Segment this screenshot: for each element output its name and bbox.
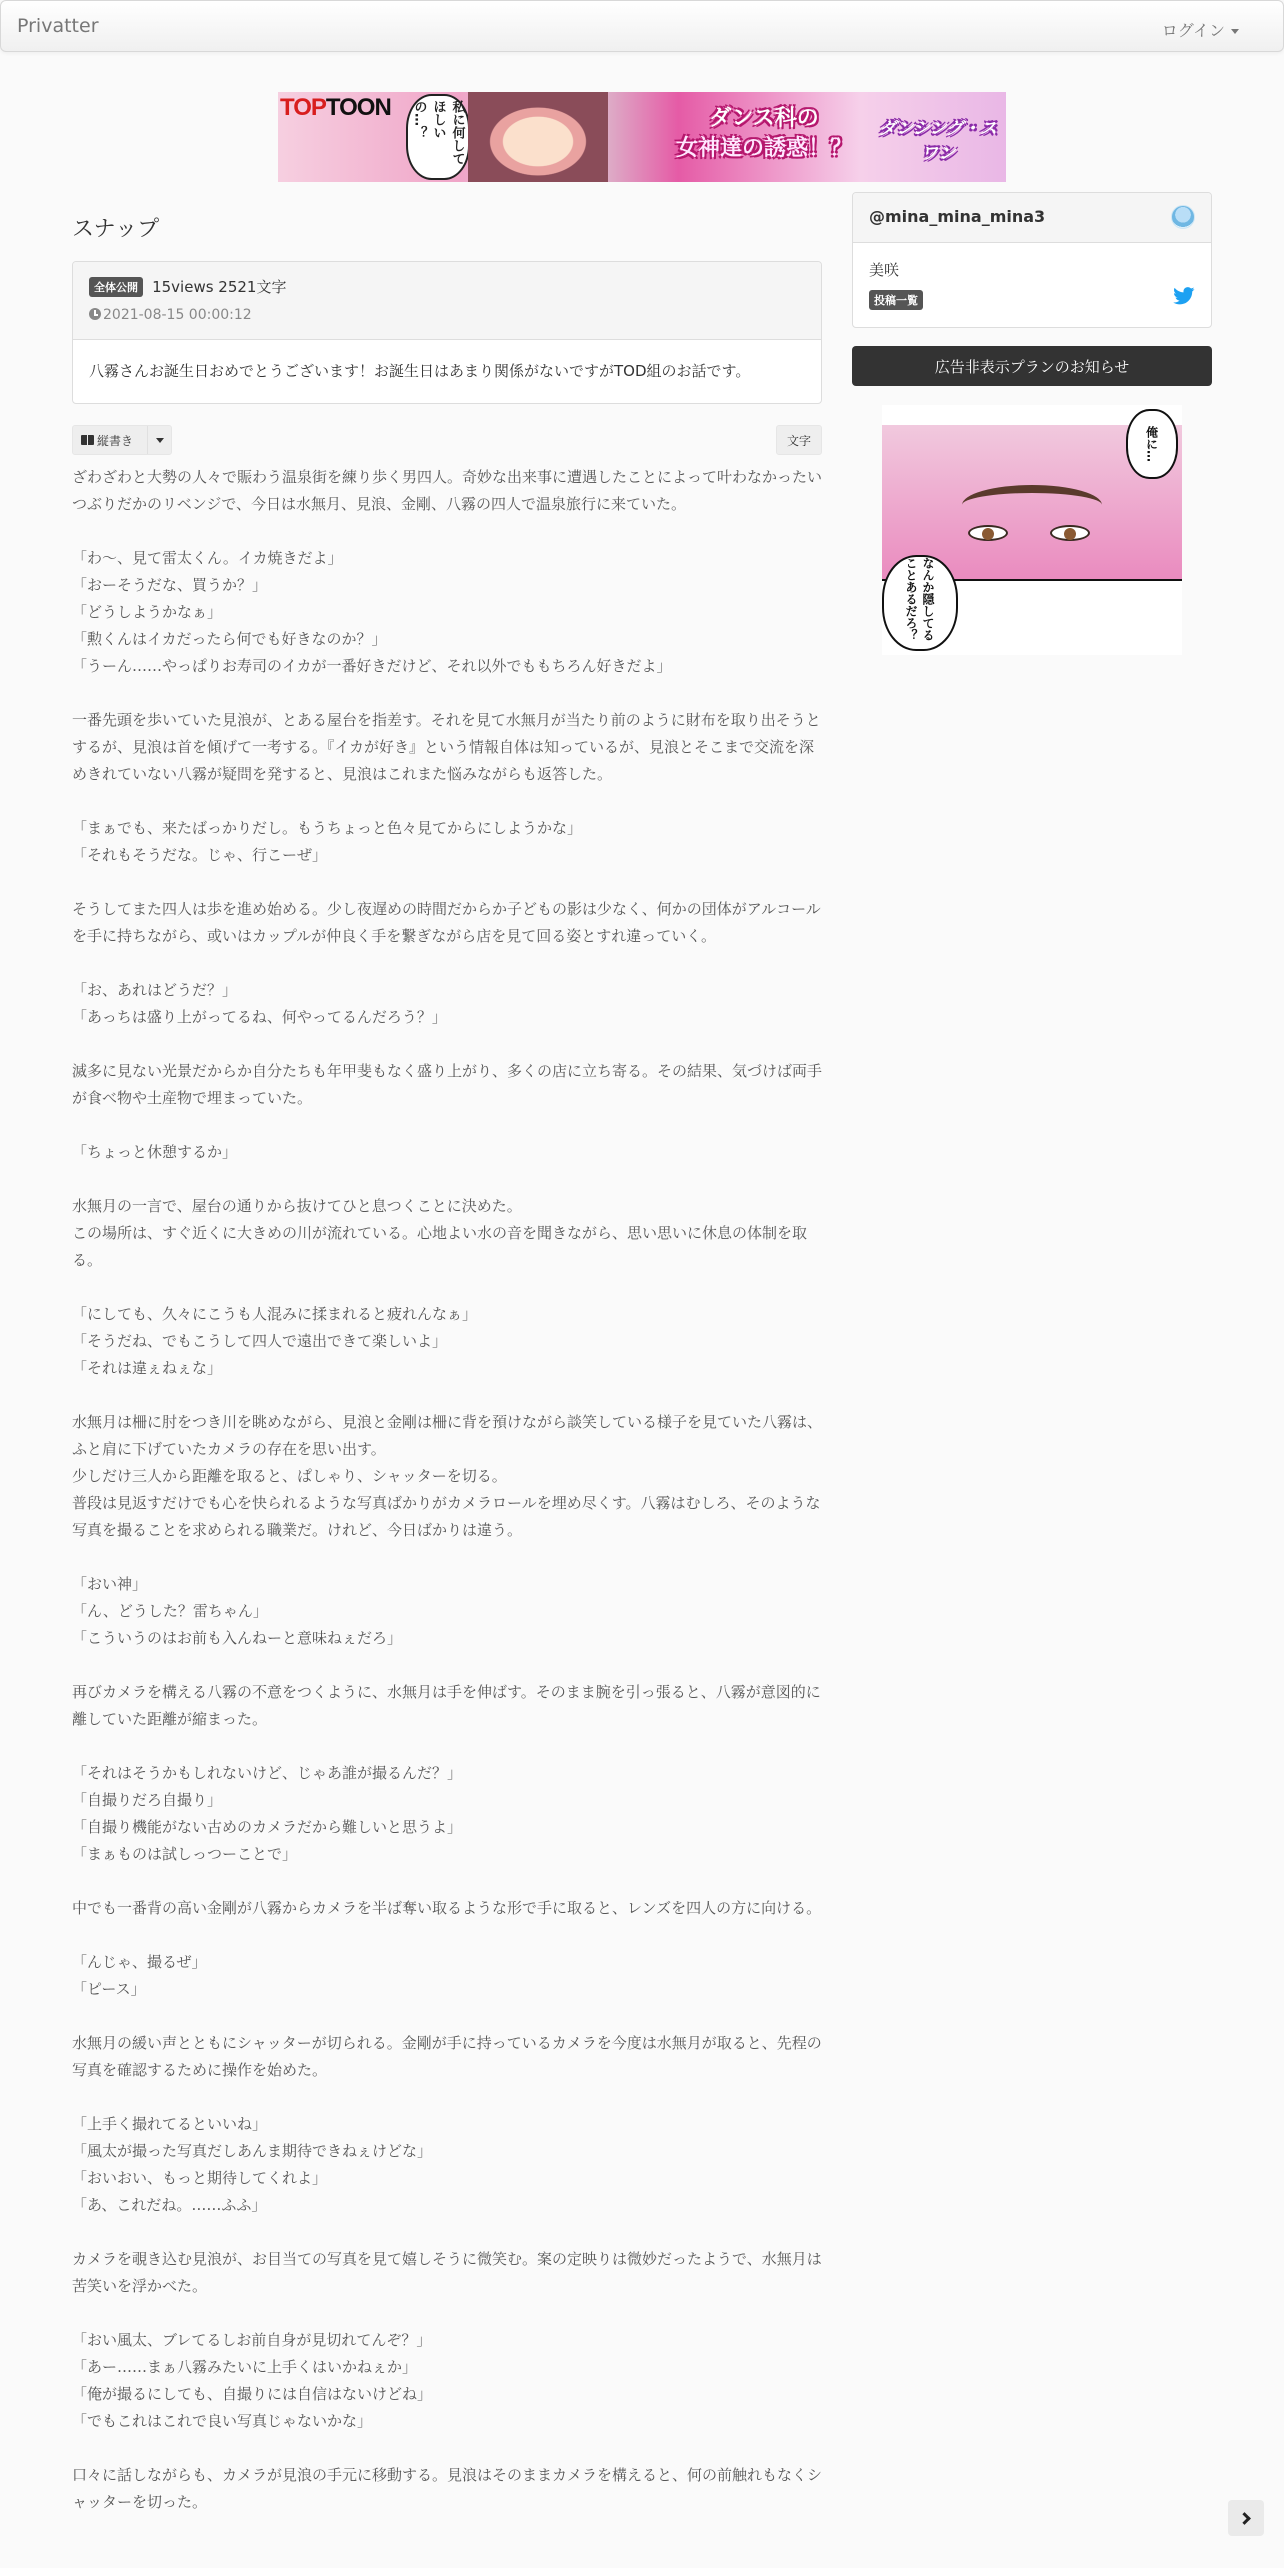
post-meta bbox=[73, 262, 821, 340]
paragraph-gap bbox=[72, 1274, 824, 1301]
story-line: 「あ、これだね。……ふふ」 bbox=[72, 2196, 267, 2214]
story-line: 口々に話しながらも、カメラが見浪の手元に移動する。見浪はそのままカメラを構えると、何の前触れもなくシャッターを切った。 bbox=[72, 2466, 823, 2511]
paragraph-gap bbox=[72, 1652, 824, 1679]
author-profile-card bbox=[852, 192, 1212, 328]
avatar[interactable] bbox=[1171, 205, 1195, 229]
page-title: スナップ bbox=[72, 217, 160, 242]
paragraph-gap bbox=[72, 1733, 824, 1760]
story-line: 「自撮りだろ自撮り」 bbox=[72, 1791, 223, 1809]
story-line: 「おいおい、もっと期待してくれよ」 bbox=[72, 2169, 328, 2187]
paragraph-gap bbox=[72, 1382, 824, 1409]
story-line: 「おい神」 bbox=[72, 1575, 148, 1593]
author-display-name: 美咲 bbox=[869, 261, 900, 279]
story-line: 「どうしようかなぁ」 bbox=[72, 603, 223, 621]
paragraph-gap bbox=[72, 869, 824, 896]
story-line: 少しだけ三人から距離を取ると、ぱしゃり、シャッターを切る。 bbox=[72, 1467, 507, 1485]
chevron-right-icon bbox=[1238, 2512, 1251, 2525]
story-line: 「でもこれはこれで良い写真じゃないかな」 bbox=[72, 2412, 373, 2430]
story-line: 中でも一番背の高い金剛が八霧からカメラを半ば奪い取るような形で手に取ると、レンズを四人の方に向ける。 bbox=[72, 1899, 822, 1917]
paragraph-gap bbox=[72, 2003, 824, 2030]
paragraph-gap bbox=[72, 1112, 824, 1139]
post-info-panel bbox=[72, 261, 822, 404]
story-line: この場所は、すぐ近くに大きめの川が流れている。心地よい水の音を聞きながら、思い思いに休息の体制を取る。 bbox=[72, 1224, 808, 1269]
story-line: カメラを覗き込む見浪が、お目当ての写真を見て嬉しそうに微笑む。案の定映りは微妙だったようで、水無月は苦笑いを浮かべた。 bbox=[72, 2250, 822, 2295]
story-line: 「にしても、久々にこうも人混みに揉まれると疲れんなぁ」 bbox=[72, 1305, 478, 1323]
login-label: ログイン bbox=[1161, 21, 1225, 40]
story-line: 滅多に見ない光景だからか自分たちも年甲斐もなく盛り上がり、多くの店に立ち寄る。その結果、気づけば両手が食べ物や土産物で埋まっていた。 bbox=[72, 1062, 823, 1107]
story-line: 「まぁでも、来たばっかりだし。もうちょっと色々見てからにしようかな」 bbox=[72, 819, 583, 837]
paragraph-gap bbox=[72, 2219, 824, 2246]
profile-header bbox=[853, 193, 1211, 243]
story-line: 水無月の一言で、屋台の通りから抜けてひと息つくことに決めた。 bbox=[72, 1197, 522, 1215]
caret-down-icon[interactable] bbox=[156, 438, 164, 443]
post-stats: 15views 2521文字 bbox=[152, 278, 287, 296]
story-line: 「ちょっと休憩するか」 bbox=[72, 1143, 238, 1161]
paragraph-gap bbox=[72, 1868, 824, 1895]
story-line: 「上手く撮れてるといいね」 bbox=[72, 2115, 268, 2133]
caret-down-icon bbox=[1231, 29, 1239, 34]
ad-art-eye bbox=[1050, 525, 1090, 541]
post-date-row bbox=[89, 307, 805, 323]
story-line: そうしてまた四人は歩を進め始める。少し夜遅めの時間だからか子どもの影は少なく、何かの団体がアルコールを手に持ちながら、或いはカップルが仲良く手を繋ぎながら店を見て回る姿とすれ違っていく。 bbox=[72, 900, 821, 945]
twitter-icon[interactable] bbox=[1173, 287, 1195, 305]
story-line: 水無月は柵に肘をつき川を眺めながら、見浪と金剛は柵に背を預けながら談笑している様子を見ていた八霧は、ふと肩に下げていたカメラの存在を思い出す。 bbox=[72, 1413, 823, 1458]
story-line: 「うーん……やっぱりお寿司のイカが一番好きだけど、それ以外でももちろん好きだよ」 bbox=[72, 657, 672, 675]
post-date: 2021-08-15 00:00:12 bbox=[103, 307, 252, 323]
next-page-button[interactable] bbox=[1228, 2500, 1264, 2536]
paragraph-gap bbox=[72, 680, 824, 707]
vertical-writing-button[interactable] bbox=[72, 425, 172, 455]
story-line: 「勲くんはイカだったら何でも好きなのか？」 bbox=[72, 630, 387, 648]
clock-icon bbox=[89, 308, 101, 320]
story-line: ざわざわと大勢の人々で賑わう温泉街を練り歩く男四人。奇妙な出来事に遭遇したことによって叶わなかったいつぶりだかのリベンジで、今日は水無月、見浪、金剛、八霧の四人で温泉旅行に来ていた。 bbox=[72, 468, 823, 513]
paragraph-gap bbox=[72, 2300, 824, 2327]
brand-logo[interactable]: Privatter bbox=[17, 15, 99, 37]
story-line: 「んじゃ、撮るぜ」 bbox=[72, 1953, 207, 1971]
paragraph-gap bbox=[72, 950, 824, 977]
ad-catchphrase: ダンス科の 女神達の誘惑！？ bbox=[675, 106, 852, 161]
vertical-writing-label: 縦書き bbox=[97, 433, 134, 448]
author-username[interactable]: @mina_mina_mina3 bbox=[869, 207, 1046, 226]
banner-ad[interactable] bbox=[278, 92, 1006, 182]
ad-art-brows bbox=[962, 485, 1102, 525]
button-divider bbox=[147, 426, 148, 454]
profile-body bbox=[853, 243, 1211, 326]
story-line: 「ピース」 bbox=[72, 1980, 146, 1998]
paragraph-gap bbox=[72, 2084, 824, 2111]
story-line: 「それは違ぇねぇな」 bbox=[72, 1359, 223, 1377]
story-line: 水無月の緩い声とともにシャッターが切られる。金剛が手に持っているカメラを今度は水無月が取ると、先程の写真を確認するために操作を始めた。 bbox=[72, 2034, 822, 2079]
story-line: 「そうだね、でもこうして四人で遠出できて楽しいよ」 bbox=[72, 1332, 448, 1350]
paragraph-gap bbox=[72, 1166, 824, 1193]
ad-speech-bubble: 私に何してほしいの…？ bbox=[406, 94, 470, 180]
navbar bbox=[0, 0, 1284, 52]
text-size-button[interactable]: 文字 bbox=[776, 425, 822, 455]
ad-free-plan-button[interactable]: 広告非表示プランのお知らせ bbox=[852, 346, 1212, 386]
posts-list-badge[interactable]: 投稿一覧 bbox=[869, 290, 923, 310]
paragraph-gap bbox=[72, 518, 824, 545]
sidebar-ad[interactable] bbox=[882, 405, 1182, 655]
story-line: 普段は見返すだけでも心を快られるような写真ばかりがカメラロールを埋め尽くす。八霧はむしろ、そのような写真を撮ることを求められる職業だ。けれど、今日ばかりは違う。 bbox=[72, 1494, 821, 1539]
paragraph-gap bbox=[72, 1031, 824, 1058]
ad-series-title: ダンシング・スワン bbox=[879, 119, 997, 164]
ad-art-eye bbox=[968, 525, 1008, 541]
book-icon bbox=[81, 435, 94, 445]
story-line: 「おーそうだな、買うか？」 bbox=[72, 576, 268, 594]
story-line: 「ん、どうした？雷ちゃん」 bbox=[72, 1602, 268, 1620]
ad-character-image bbox=[468, 92, 608, 182]
story-line: 「こういうのはお前も入んねーと意味ねぇだろ」 bbox=[72, 1629, 403, 1647]
paragraph-gap bbox=[72, 2435, 824, 2462]
paragraph-gap bbox=[72, 788, 824, 815]
ad-logo: TOPTOON bbox=[280, 94, 391, 121]
story-line: 「自撮り機能がない古めのカメラだから難しいと思うよ」 bbox=[72, 1818, 463, 1836]
story-line: 一番先頭を歩いていた見浪が、とある屋台を指差す。それを見て水無月が当たり前のように財布を取り出そうとするが、見浪は首を傾げて一考する。『イカが好き』という情報自体は知っているが、見浪とそこまで交流を深めきれていない八霧が疑問を発すると、見浪はこれまた悩みながらも返答した。 bbox=[72, 711, 821, 783]
story-line: 「おい風太、ブレてるしお前自身が見切れてんぞ？」 bbox=[72, 2331, 432, 2349]
story-line: 「それはそうかもしれないけど、じゃあ誰が撮るんだ？」 bbox=[72, 1764, 463, 1782]
story-body bbox=[72, 464, 824, 2516]
story-line: 再びカメラを構える八霧の不意をつくように、水無月は手を伸ばす。そのまま腕を引っ張ると、八霧が意図的に離していた距離が縮まった。 bbox=[72, 1683, 821, 1728]
ad-speech-bubble: 俺に… bbox=[1126, 409, 1178, 479]
paragraph-gap bbox=[72, 1544, 824, 1571]
story-line: 「それもそうだな。じゃ、行こーぜ」 bbox=[72, 846, 328, 864]
visibility-badge: 全体公開 bbox=[89, 277, 143, 297]
paragraph-gap bbox=[72, 1922, 824, 1949]
ad-speech-bubble: なんか隠してることあるだろ？ bbox=[882, 555, 958, 651]
story-line: 「俺が撮るにしても、自撮りには自信はないけどね」 bbox=[72, 2385, 433, 2403]
story-line: 「まぁものは試しっつーことで」 bbox=[72, 1845, 298, 1863]
story-line: 「あっちは盛り上がってるね、何やってるんだろう？」 bbox=[72, 1008, 447, 1026]
story-line: 「風太が撮った写真だしあんま期待できねぇけどな」 bbox=[72, 2142, 433, 2160]
login-dropdown[interactable] bbox=[1162, 18, 1239, 41]
story-line: 「わ～、見て雷太くん。イカ焼きだよ」 bbox=[72, 549, 343, 567]
story-line: 「お、あれはどうだ？」 bbox=[72, 981, 238, 999]
story-line: 「あー……まぁ八霧みたいに上手くはいかねぇか」 bbox=[72, 2358, 418, 2376]
post-caption: 八霧さんお誕生日おめでとうございます！お誕生日はあまり関係がないですがTOD組のお話です。 bbox=[89, 362, 751, 380]
